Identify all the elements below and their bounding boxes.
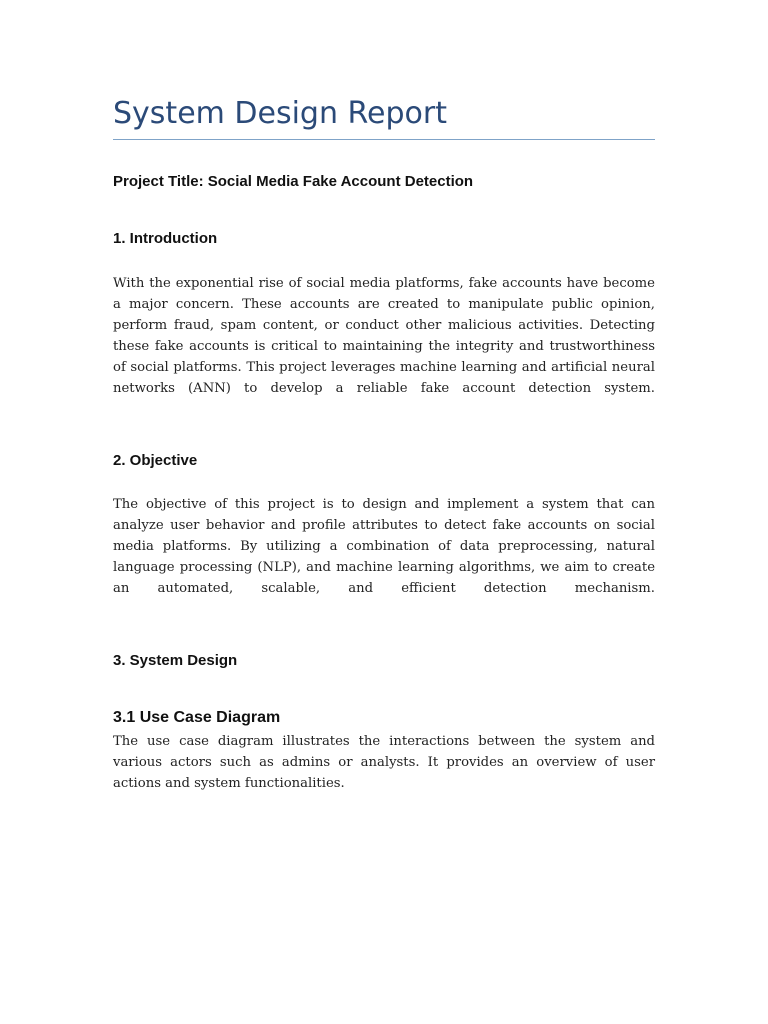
section-body-introduction: With the exponential rise of social media platforms, fake accounts have become a major concern. These accounts are created to manipulate public opinion, perform fraud, spam content, or conduct other malicious activities. Detecting these fake accounts is critical to maintaining the integrity and trustworthiness of social platforms. This project leverages machine learning and artificial neural networks (ANN) to develop a reliable fake account detection system. [113,276,655,396]
section-heading-system-design: 3. System Design [113,652,238,669]
title-underline [113,139,655,140]
section-body-objective: The objective of this project is to design and implement a system that can analyze user behavior and profile attributes to detect fake accounts on social media platforms. By utilizing a combination of data preprocessing, natural language processing (NLP), and machine learning algorithms, we aim to create an automated, scalable, and efficient detection mechanism. [113,497,655,596]
section-heading-objective: 2. Objective [113,452,198,469]
subsection-heading-use-case-diagram: 3.1 Use Case Diagram [113,709,281,726]
subsection-body-use-case-diagram: The use case diagram illustrates the interactions between the system and various actors such as admins or analysts. It provides an overview of user actions and system functionalities. [113,734,655,791]
document-title: System Design Report [113,96,447,131]
section-heading-introduction: 1. Introduction [113,230,218,247]
project-title: Project Title: Social Media Fake Account Detection [113,173,474,190]
